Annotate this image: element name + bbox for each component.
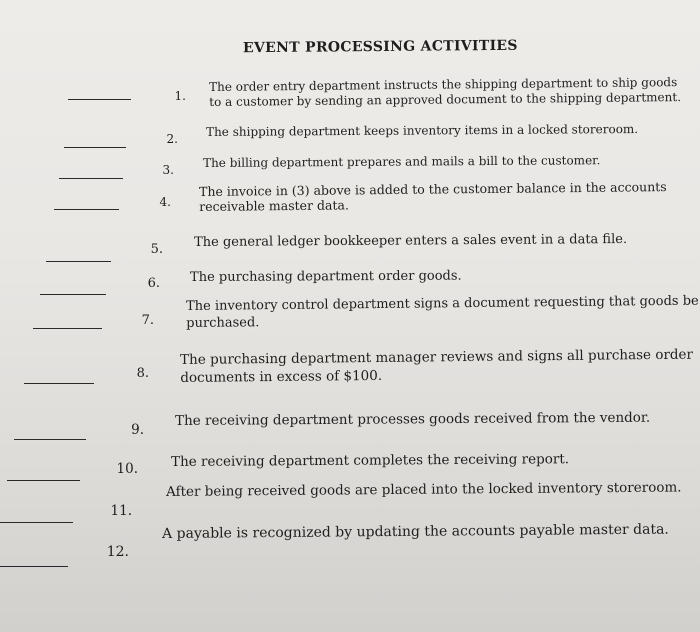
answer-blank[interactable] [64, 147, 126, 148]
item-number: 2. [166, 132, 178, 146]
answer-blank[interactable] [24, 383, 94, 384]
item-number: 6. [147, 276, 160, 291]
item-text: The shipping department keeps inventory items in a locked storeroom. [206, 121, 639, 139]
item-number: 11. [110, 503, 132, 519]
answer-blank[interactable] [46, 261, 111, 262]
answer-blank[interactable] [33, 328, 102, 329]
item-text: The order entry department instructs the shipping department to ship goods to a customer by sending an approved document to the shipping department. [209, 75, 682, 109]
page-title: EVENT PROCESSING ACTIVITIES [242, 37, 518, 57]
item-text: The inventory control department signs a document requesting that goods be purchased. [186, 293, 699, 331]
item-text: After being received goods are placed into the locked inventory storeroom. [165, 479, 682, 500]
item-number: 3. [162, 163, 174, 177]
answer-blank[interactable] [68, 99, 131, 100]
item-number: 9. [131, 422, 144, 438]
item-number: 12. [106, 544, 129, 560]
item-number: 10. [116, 461, 138, 477]
item-text: The receiving department completes the receiving report. [170, 451, 570, 470]
item-text: The receiving department processes goods received from the vendor. [174, 409, 651, 429]
item-number: 8. [136, 366, 149, 381]
item-number: 5. [150, 242, 163, 257]
item-text: A payable is recognized by updating the accounts payable master data. [161, 521, 669, 542]
item-number: 1. [174, 89, 186, 103]
item-text: The billing department prepares and mails a bill to the customer. [203, 153, 601, 170]
item-number: 4. [159, 195, 171, 209]
answer-blank[interactable] [54, 209, 119, 210]
answer-blank[interactable] [40, 294, 106, 295]
answer-blank[interactable] [59, 178, 123, 179]
item-text: The invoice in (3) above is added to the customer balance in the accounts receivable master data. [199, 179, 667, 214]
item-text: The purchasing department manager reviews and signs all purchase order documents in excess of $100. [180, 346, 694, 386]
item-text: The purchasing department order goods. [190, 268, 462, 285]
item-text: The general ledger bookkeeper enters a sales event in a data file. [194, 231, 628, 250]
answer-blank[interactable] [7, 480, 80, 481]
item-number: 7. [141, 313, 154, 328]
answer-blank[interactable] [0, 522, 73, 523]
answer-blank[interactable] [14, 439, 86, 440]
answer-blank[interactable] [0, 566, 68, 567]
